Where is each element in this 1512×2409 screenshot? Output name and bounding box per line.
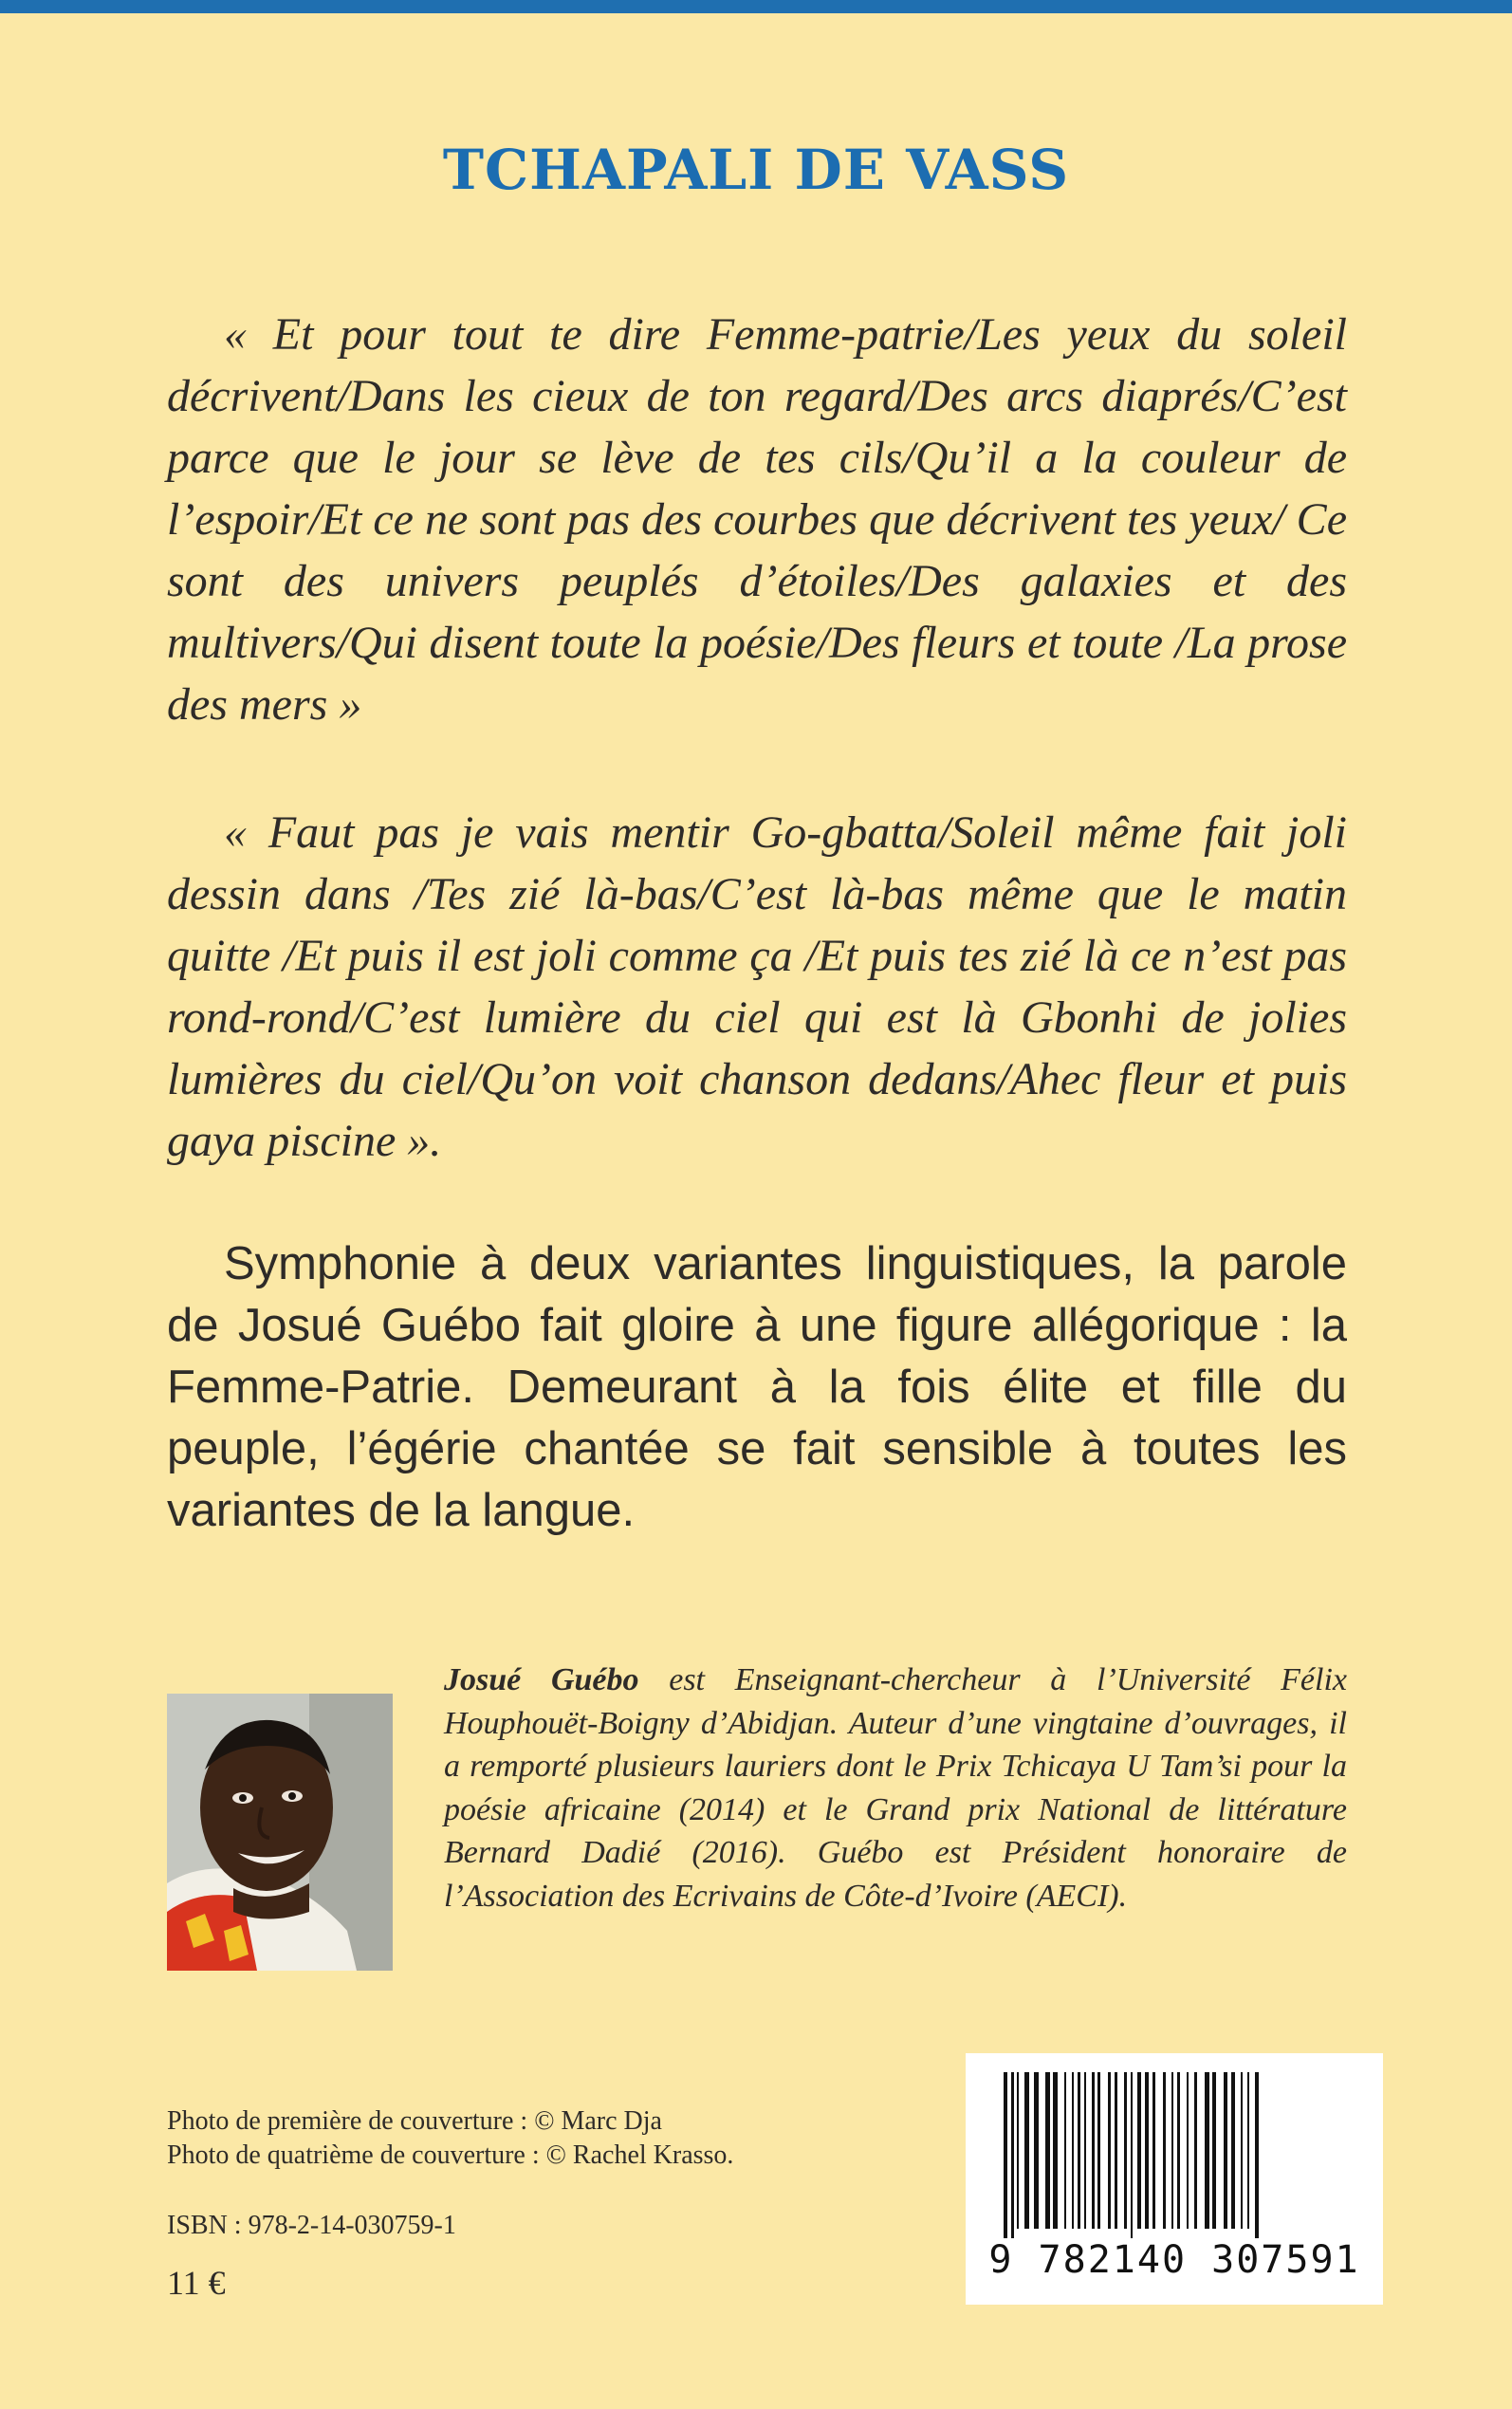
author-portrait-illustration <box>167 1694 393 1971</box>
barcode-bars <box>966 2053 1383 2243</box>
barcode-bar <box>1152 2072 1155 2229</box>
barcode-bar <box>1177 2072 1180 2229</box>
barcode-bar <box>1045 2072 1050 2229</box>
barcode-bar <box>1072 2072 1074 2229</box>
barcode-bar <box>1084 2072 1086 2229</box>
book-price: 11 € <box>167 2264 226 2302</box>
book-summary: Symphonie à deux variantes linguistiques, la parole de Josué Guébo fait gloire à une figure allégorique : la Femme-Patrie. Demeurant à la fois élite et fille du peuple, l’égérie chantée se fait sensible à toutes les variantes de la langue. <box>167 1238 1347 1536</box>
quote-french: « Et pour tout te dire Femme-patrie/Les yeux du soleil décrivent/Dans les cieux de ton regard/Des arcs diaprés/C’est parce que le jour se lève de tes cils/Qu’il a la couleur de l’espoir/Et ce ne sont pas des courbes que décrivent tes yeux/ Ce sont des univers peuplés d’étoiles/Des galaxies et des multivers/Qui disent toute la poésie/Des fleurs et toute /La prose des mers » <box>167 309 1347 730</box>
barcode-bar <box>1108 2072 1111 2229</box>
barcode-bar <box>1187 2072 1189 2229</box>
barcode-bar <box>1255 2072 1259 2238</box>
author-bio <box>444 1659 1347 1918</box>
author-bio-text: est Enseignant-chercheur à l’Université Félix Houphouët-Boigny d’Abidjan. Auteur d’une vingtaine d’ouvrages, il a remporté plusieurs lauriers dont le Prix Tchicaya U Tam’si pour la poésie africaine (2014) et le Grand prix National de littérature Bernard Dadié (2016). Guébo est Président honoraire de l’Association des Ecrivains de Côte-d’Ivoire (AECI). <box>444 1662 1347 1914</box>
front-photo-credit: Photo de première de couverture : © Marc Dja <box>167 2106 662 2136</box>
barcode-bar <box>1145 2072 1149 2229</box>
barcode-bar <box>1064 2072 1066 2229</box>
isbn-number: ISBN : 978-2-14-030759-1 <box>167 2211 456 2240</box>
barcode-bar <box>1034 2072 1039 2229</box>
barcode-bar <box>1247 2072 1249 2229</box>
barcode-bar <box>1231 2072 1235 2229</box>
barcode-bar <box>1097 2072 1100 2229</box>
barcode-bar <box>1205 2072 1209 2229</box>
barcode-bar <box>1004 2072 1007 2238</box>
barcode-bar <box>1241 2072 1243 2229</box>
barcode-bar <box>1212 2072 1216 2229</box>
barcode-bar <box>1163 2072 1166 2229</box>
barcode-digits: 9 782140 307591 <box>988 2238 1360 2282</box>
barcode-bar <box>1011 2072 1014 2238</box>
author-name: Josué Guébo <box>444 1662 639 1697</box>
barcode-bar <box>1131 2072 1133 2238</box>
barcode-bar <box>1024 2072 1029 2229</box>
barcode-bar <box>1137 2072 1141 2229</box>
barcode <box>966 2053 1383 2305</box>
barcode-bar <box>1124 2072 1127 2229</box>
barcode-bar <box>1115 2072 1117 2229</box>
barcode-bar <box>1171 2072 1173 2229</box>
quote-nouchi: « Faut pas je vais mentir Go-gbatta/Soleil même fait joli dessin dans /Tes zié là-bas/C’est là-bas même que le matin quitte /Et puis il est joli comme ça /Et puis tes zié là ce n’est pas rond-rond/C’est lumière du ciel qui est là Gbonhi de jolies lumières du ciel/Qu’on voit chanson dedans/Ahec fleur et puis gaya piscine ». <box>167 807 1347 1166</box>
back-photo-credit: Photo de quatrième de couverture : © Rachel Krasso. <box>167 2140 734 2170</box>
barcode-bar <box>1078 2072 1080 2229</box>
barcode-bar <box>1092 2072 1095 2229</box>
top-color-bar <box>0 0 1512 13</box>
barcode-bar <box>1053 2072 1058 2229</box>
book-title: TCHAPALI DE VASS <box>442 138 1070 202</box>
barcode-bar <box>1017 2072 1019 2229</box>
author-photo <box>167 1694 393 1971</box>
barcode-bar <box>1194 2072 1197 2229</box>
barcode-bar <box>1224 2072 1227 2229</box>
photo-credits <box>167 2104 733 2173</box>
